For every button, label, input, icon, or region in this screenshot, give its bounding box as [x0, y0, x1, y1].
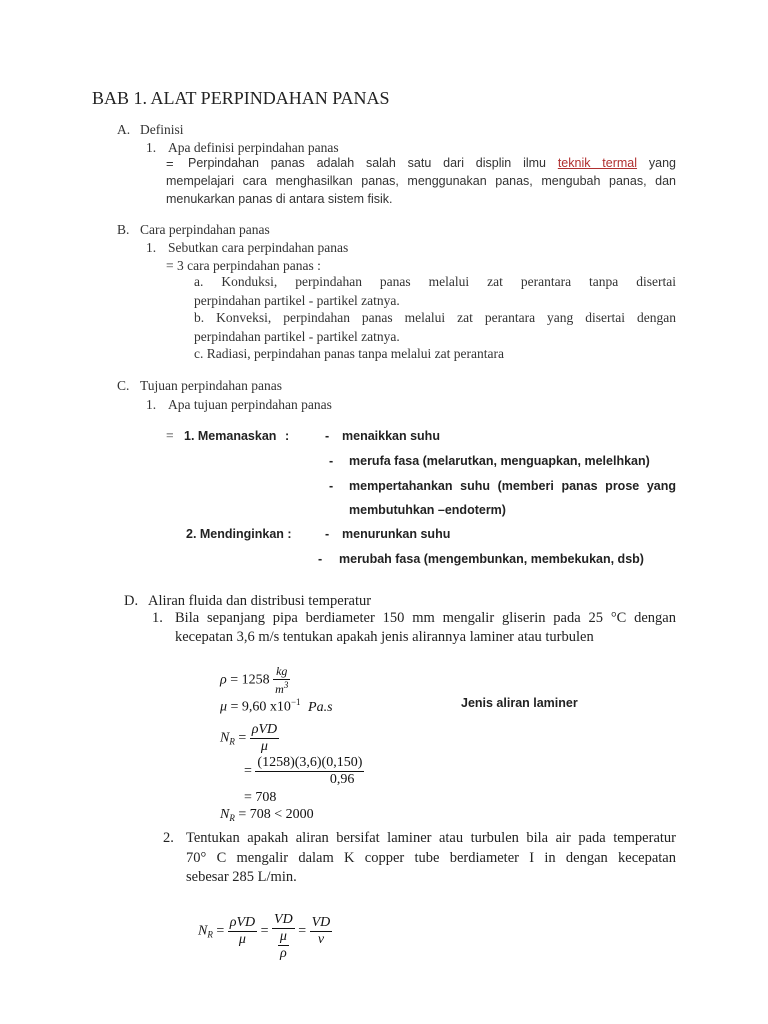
eq-viscosity	[220, 697, 333, 716]
denominator: 0,96	[329, 772, 355, 787]
mu-value: = 9,60 x10	[230, 699, 291, 715]
section-heading: Aliran fluida dan distribusi temperatur	[148, 593, 372, 609]
colon: :	[285, 429, 290, 443]
memanaskan-3-cont: membutuhkan –endoterm)	[349, 503, 506, 517]
denominator: μ	[238, 932, 246, 947]
question-number: 2.	[163, 830, 174, 846]
subscript-r: R	[229, 813, 235, 823]
inner-fraction	[278, 929, 289, 962]
section-heading: Definisi	[140, 122, 184, 137]
numerator: VD	[311, 915, 331, 930]
page-title: BAB 1. ALAT PERPINDAHAN PANAS	[92, 88, 390, 108]
exponent: 3	[283, 680, 289, 690]
subscript-r: R	[207, 929, 213, 940]
denominator: μ	[260, 739, 268, 754]
equals: =	[298, 923, 307, 939]
question-text: Apa definisi perpindahan panas	[168, 140, 339, 155]
numerator: (1258)(3,6)(0,150)	[257, 755, 363, 770]
section-letter: C.	[117, 378, 130, 393]
n-symbol: N	[198, 923, 208, 939]
fraction	[228, 915, 257, 948]
list-item-konveksi: b. Konveksi, perpindahan panas melalui zat perantara yang disertai dengan	[194, 310, 676, 325]
equals: =	[260, 923, 269, 939]
eq-reynolds-2	[198, 912, 332, 962]
denominator	[272, 929, 295, 962]
list-item-radiasi: c. Radiasi, perpindahan panas tanpa melalui zat perantara	[194, 346, 504, 361]
question-2-line-3: sebesar 285 L/min.	[186, 869, 297, 885]
result-text: Jenis aliran laminer	[461, 696, 578, 710]
eq-calculation	[244, 755, 364, 788]
inner-numerator: μ	[279, 929, 287, 944]
fraction	[310, 915, 333, 948]
n-symbol: N	[220, 730, 230, 746]
mendinginkan-1: menurunkan suhu	[342, 527, 451, 541]
eq-result: = 708	[244, 790, 277, 805]
list-item-konduksi-cont: perpindahan partikel - partikel zatnya.	[194, 293, 400, 308]
memanaskan-1: menaikkan suhu	[342, 429, 440, 443]
n-symbol: N	[220, 807, 230, 822]
numerator: ρVD	[251, 722, 278, 737]
section-heading: Tujuan perpindahan panas	[140, 378, 282, 393]
equals: =	[238, 730, 247, 746]
equals: =	[244, 763, 252, 779]
section-letter: B.	[117, 222, 130, 237]
fraction	[255, 755, 364, 788]
dash: -	[325, 527, 330, 541]
answer-intro: = 3 cara perpindahan panas :	[166, 258, 321, 273]
mendinginkan-2: merubah fasa (mengembunkan, membekukan, dsb)	[339, 552, 644, 566]
unit-pas: Pa.s	[308, 699, 333, 715]
numerator: VD	[274, 912, 293, 927]
subscript-r: R	[229, 736, 235, 747]
question-1-line-2: kecepatan 3,6 m/s tentukan apakah jenis alirannya laminer atau turbulen	[175, 629, 594, 645]
section-heading: Cara perpindahan panas	[140, 222, 270, 237]
exponent: −1	[290, 697, 301, 707]
question-number: 1.	[146, 240, 157, 255]
question-number: 1.	[146, 397, 157, 412]
memanaskan-2: merufa fasa (melarutkan, menguapkan, melelhkan)	[349, 454, 650, 468]
memanaskan-3: mempertahankan suhu (memberi panas prose yang	[349, 479, 676, 493]
question-number: 1.	[152, 610, 163, 626]
dash: -	[329, 454, 334, 468]
item-memanaskan: 1. Memanaskan	[184, 429, 277, 443]
dash: -	[318, 552, 323, 566]
compound-fraction	[272, 912, 295, 962]
unit-m3	[273, 680, 290, 697]
answer-line-1	[188, 156, 676, 170]
question-text: Sebutkan cara perpindahan panas	[168, 240, 349, 255]
rho-value: = 1258	[230, 672, 270, 688]
comparison-value: = 708 < 2000	[238, 807, 314, 822]
link-teknik-termal[interactable]: teknik termal	[557, 156, 638, 170]
item-mendinginkan: 2. Mendinginkan :	[186, 527, 292, 541]
list-item-konduksi: a. Konduksi, perpindahan panas melalui zat perantara tanpa disertai	[194, 274, 676, 289]
question-text: Apa tujuan perpindahan panas	[168, 397, 332, 412]
equals: =	[216, 923, 225, 939]
question-2-line-1: Tentukan apakah aliran bersifat laminer atau turbulen bila air pada temperatur	[186, 830, 676, 846]
answer-line-3: menukarkan panas di antara sistem fisik.	[166, 192, 393, 206]
equals-sign: =	[166, 156, 174, 171]
dash: -	[329, 479, 334, 493]
section-letter: A.	[117, 122, 131, 137]
mu-symbol: μ	[220, 699, 228, 715]
question-2-line-2: 70° C mengalir dalam K copper tube berdiameter I in dengan kecepatan	[186, 850, 676, 866]
question-1-line-1: Bila sepanjang pipa berdiameter 150 mm mengalir gliserin pada 25 °C dengan	[175, 610, 676, 626]
list-item-konveksi-cont: perpindahan partikel - partikel zatnya.	[194, 329, 400, 344]
equals-sign: =	[166, 428, 174, 443]
dash: -	[325, 429, 330, 443]
answer-text: Perpindahan panas adalah salah satu dari displin ilmu	[188, 156, 546, 170]
fraction	[250, 722, 279, 755]
eq-comparison	[220, 807, 314, 823]
unit-kg: kg	[273, 664, 290, 680]
rho-symbol: ρ	[220, 672, 227, 688]
answer-text: yang	[648, 156, 676, 170]
unit-m: m	[275, 682, 284, 696]
answer-line-2: mempelajari cara menghasilkan panas, menggunakan panas, mengubah panas, dan	[166, 174, 676, 188]
inner-denominator: ρ	[280, 946, 287, 961]
kg-per-m3	[273, 664, 290, 697]
eq-density	[220, 664, 290, 697]
numerator: ρVD	[229, 915, 256, 930]
eq-reynolds	[220, 722, 279, 755]
section-letter: D.	[124, 593, 139, 609]
denominator: ν	[317, 932, 325, 947]
question-number: 1.	[146, 140, 157, 155]
